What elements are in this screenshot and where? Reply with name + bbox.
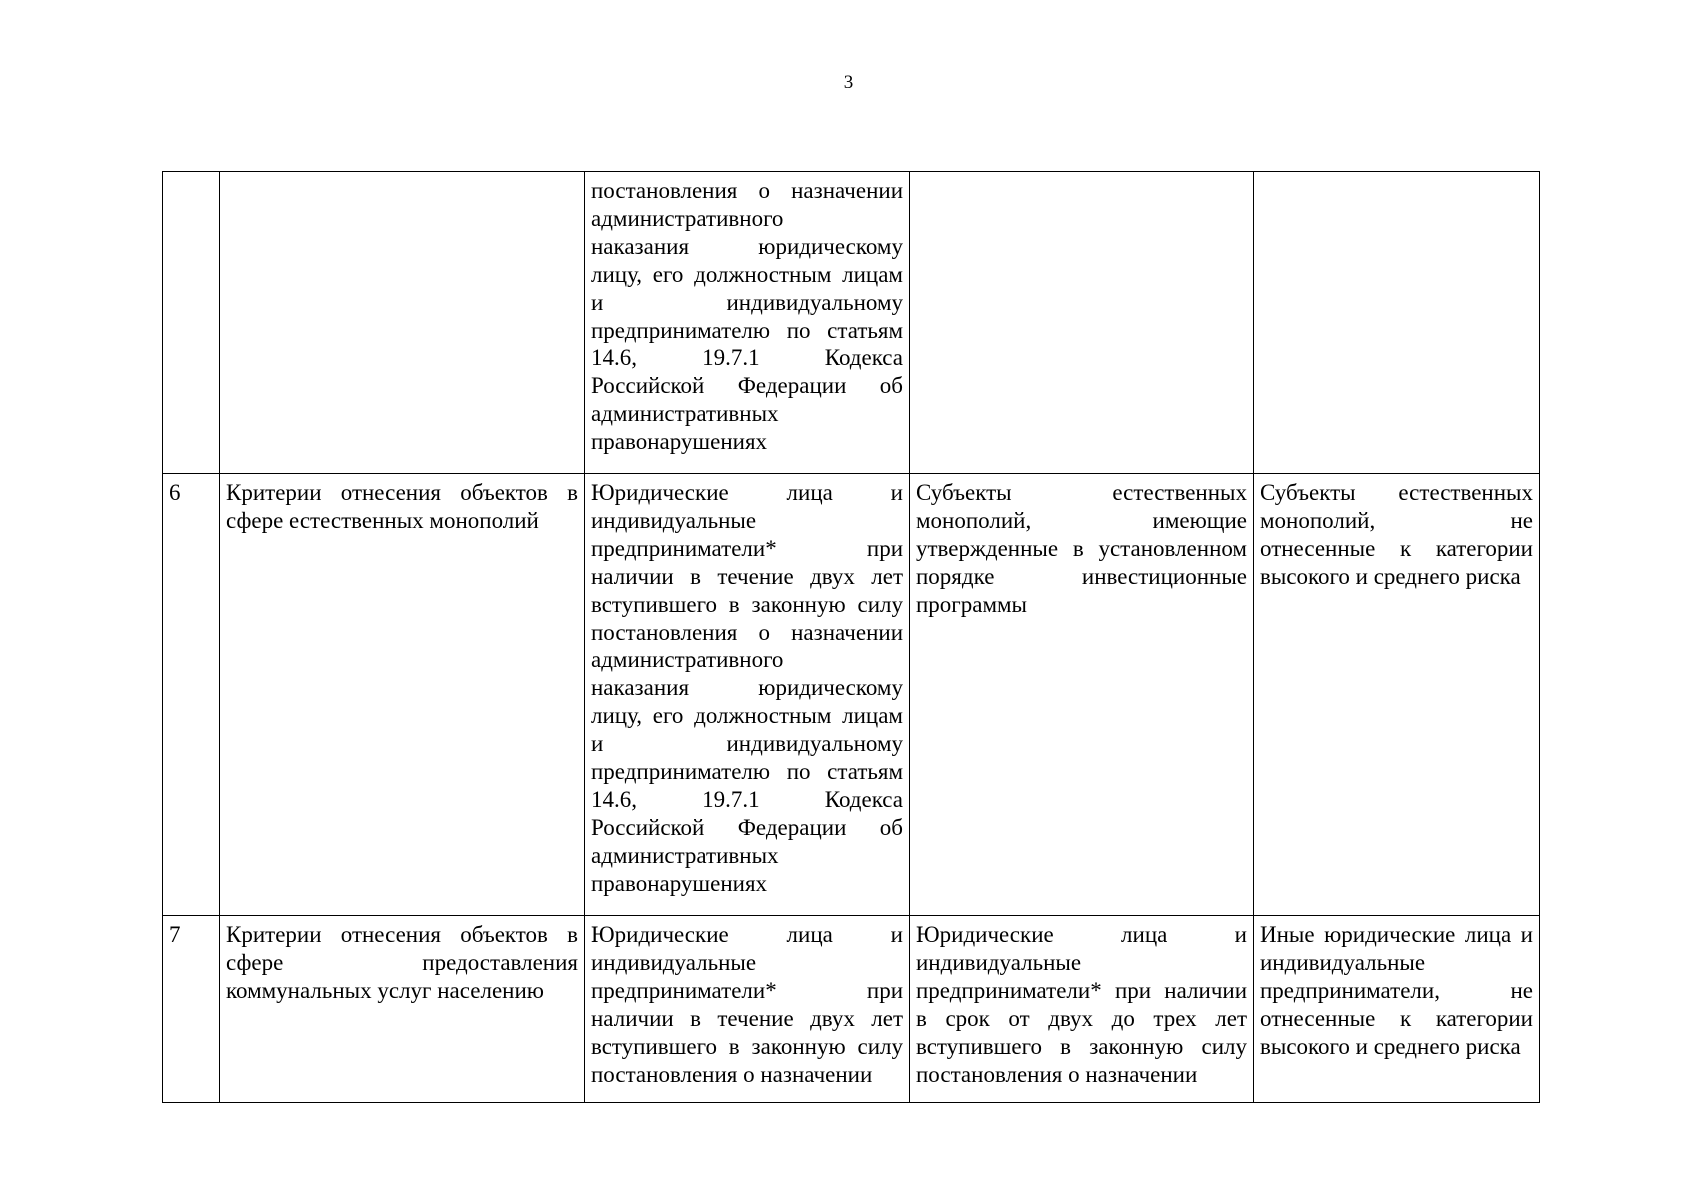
high-risk-cell: [585, 474, 910, 916]
text-line: Критерии отнесения объектов в: [226, 922, 578, 947]
text-line: Иные юридические лица и: [1260, 922, 1533, 947]
text-line: наказания юридическому: [591, 233, 903, 259]
text-line: коммунальных услуг населению: [226, 977, 544, 1003]
text-line: высокого и среднего риска: [1260, 563, 1521, 589]
text-line: Юридические лица и: [916, 922, 1247, 947]
text-line: и индивидуальному: [591, 731, 903, 757]
text-line: постановления о назначении: [591, 1061, 873, 1087]
row-number-cell: [163, 916, 220, 1103]
text-line: индивидуальные: [591, 507, 757, 533]
criteria-table: [162, 171, 1540, 1103]
text-line: правонарушениях: [591, 429, 768, 455]
criteria-cell: [220, 172, 585, 474]
low-risk-cell: [1254, 474, 1540, 916]
text-line: постановления о назначении: [591, 178, 903, 203]
text-line: лицу, его должностным лицам: [591, 703, 903, 729]
text-line: предприниматели* при: [591, 977, 903, 1003]
text-line: порядке инвестиционные: [916, 563, 1247, 589]
text-line: отнесенные к категории: [1260, 1005, 1533, 1031]
text-line: утвержденные в установленном: [916, 535, 1247, 561]
row-number-cell: [163, 474, 220, 916]
text-line: вступившего в законную силу: [916, 1033, 1247, 1059]
text-line: предпринимателю по статьям: [591, 317, 903, 343]
text-line: отнесенные к категории: [1260, 535, 1533, 561]
row-number: 6: [169, 480, 181, 505]
text-line: высокого и среднего риска: [1260, 1033, 1521, 1059]
text-line: монополий, имеющие: [916, 507, 1247, 533]
text-line: Юридические лица и: [591, 922, 903, 947]
text-line: предпринимателю по статьям: [591, 759, 903, 785]
text-line: программы: [916, 591, 1028, 617]
text-line: предприниматели* при наличии: [916, 977, 1247, 1003]
text-line: административных: [591, 842, 779, 868]
criteria-cell: [220, 916, 585, 1103]
text-line: сфере предоставления: [226, 949, 578, 975]
text-line: сфере естественных монополий: [226, 507, 539, 533]
table-row: [163, 172, 1540, 474]
text-line: в срок от двух до трех лет: [916, 1005, 1247, 1031]
low-risk-cell: [1254, 172, 1540, 474]
text-line: предприниматели* при: [591, 535, 903, 561]
text-line: наличии в течение двух лет: [591, 563, 903, 589]
text-line: наличии в течение двух лет: [591, 1005, 903, 1031]
text-line: индивидуальные: [916, 949, 1082, 975]
high-risk-cell: [585, 916, 910, 1103]
text-line: предприниматели, не: [1260, 977, 1533, 1003]
text-line: административного: [591, 205, 784, 231]
text-line: индивидуальные: [591, 949, 757, 975]
text-line: наказания юридическому: [591, 675, 903, 701]
text-line: Критерии отнесения объектов в: [226, 480, 578, 505]
medium-risk-cell: [910, 172, 1254, 474]
row-number-cell: [163, 172, 220, 474]
text-line: административного: [591, 647, 784, 673]
text-line: постановления о назначении: [916, 1061, 1198, 1087]
row-number: 7: [169, 922, 181, 947]
text-line: индивидуальные: [1260, 949, 1426, 975]
criteria-cell: [220, 474, 585, 916]
text-line: Юридические лица и: [591, 480, 903, 505]
text-line: Субъекты естественных: [916, 480, 1247, 505]
text-line: правонарушениях: [591, 870, 768, 896]
medium-risk-cell: [910, 916, 1254, 1103]
table-row: [163, 916, 1540, 1103]
table-row: [163, 474, 1540, 916]
text-line: 14.6, 19.7.1 Кодекса: [591, 345, 903, 371]
text-line: монополий, не: [1260, 507, 1533, 533]
text-line: вступившего в законную силу: [591, 591, 903, 617]
low-risk-cell: [1254, 916, 1540, 1103]
page-number: 3: [843, 72, 854, 93]
text-line: лицу, его должностным лицам: [591, 261, 903, 287]
text-line: Субъекты естественных: [1260, 480, 1533, 505]
text-line: Российской Федерации об: [591, 814, 903, 840]
text-line: вступившего в законную силу: [591, 1033, 903, 1059]
text-line: 14.6, 19.7.1 Кодекса: [591, 786, 903, 812]
medium-risk-cell: [910, 474, 1254, 916]
text-line: и индивидуальному: [591, 289, 903, 315]
text-line: постановления о назначении: [591, 619, 903, 645]
high-risk-cell: [585, 172, 910, 474]
text-line: Российской Федерации об: [591, 373, 903, 399]
text-line: административных: [591, 401, 779, 427]
